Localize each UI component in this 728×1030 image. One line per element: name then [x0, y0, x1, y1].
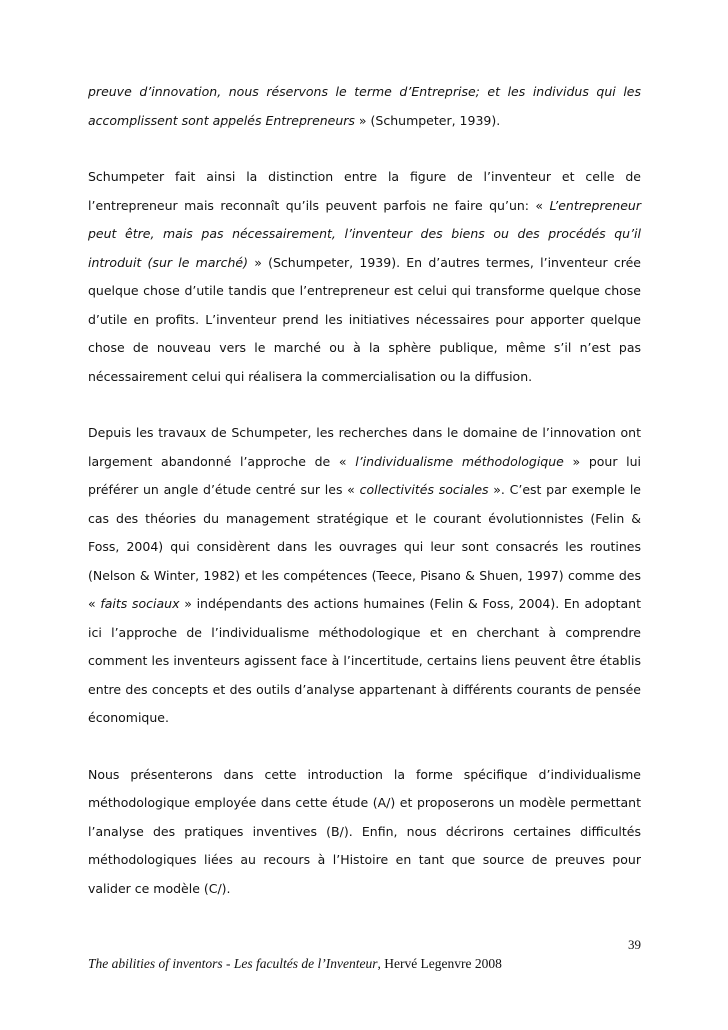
text-run: » indépendants des actions humaines (Felin & Foss, 2004). En adoptant ici l’approche de l’individualisme méthodologique et en cherchant à comprendre comment les inventeurs agissent face à l’incertitude, certains liens peuvent être établis entre des concepts et des outils d’analyse appartenant à différents courants de pensée économique. [88, 596, 642, 725]
paragraph-4 [88, 761, 641, 904]
citation: » (Schumpeter, 1939). [354, 112, 501, 128]
paragraph-1 [88, 78, 641, 135]
text-run: Schumpeter fait ainsi la distinction entre la figure de l’inventeur et celle de l’entrepreneur mais reconnaît qu’ils peuvent parfois ne faire qu’un: « [88, 169, 641, 213]
text-run: ». C’est par exemple le cas des théories du management stratégique et le courant évolutionnistes (Felin & Foss, 2004) qui considèrent dans les ouvrages qui leur sont consacrés les routines (Nelson & Winter, 1982) et les compétences (Teece, Pisano & Shuen, 1997) comme des « [88, 482, 641, 611]
text-run: Nous présenterons dans cette introduction la forme spécifique d’individualisme méthodologique employée dans cette étude (A/) et proposerons un modèle permettant l’analyse des pratiques inventives (B/). Enfin, nous décrirons certaines difficultés méthodologiques liées au recours à l’Histoire en tant que source de preuves pour valider ce modèle (C/). [88, 766, 641, 896]
text-run: » pour lui préférer un angle d’étude centré sur les « [88, 453, 641, 497]
term-italic: faits sociaux [100, 596, 180, 611]
page-footer [88, 956, 502, 972]
term-italic: collectivités sociales [359, 482, 489, 497]
page-number: 39 [628, 937, 641, 952]
term-italic: l’individualisme méthodologique [355, 453, 564, 469]
document-body [88, 78, 641, 903]
text-run: » (Schumpeter, 1939). En d’autres termes, l’inventeur crée quelque chose d’utile tandis que l’entrepreneur est celui qui transforme quelque chose d’utile en profits. L’inventeur prend les initiatives nécessaires pour apporter quelque chose de nouveau vers le marché ou à la sphère publique, même s’il n’est pas nécessairement celui qui réalisera la commercialisation ou la diffusion. [88, 254, 641, 384]
quote-continuation: preuve d’innovation, nous réservons le terme d’Entreprise; et les individus qui les accomplissent sont appelés Entrepreneurs [88, 84, 641, 128]
footer-author: , Hervé Legenvre 2008 [377, 956, 502, 971]
text-run: Depuis les travaux de Schumpeter, les recherches dans le domaine de l’innovation ont largement abandonné l’approche de « [88, 425, 641, 469]
footer-title: The abilities of inventors - Les facultés de l’Inventeur [88, 956, 378, 971]
paragraph-2 [88, 163, 641, 391]
paragraph-3 [88, 419, 641, 733]
quote-italic: L’entrepreneur peut être, mais pas nécessairement, l’inventeur des biens ou des procédés qu’il introduit (sur le marché) [88, 197, 641, 270]
